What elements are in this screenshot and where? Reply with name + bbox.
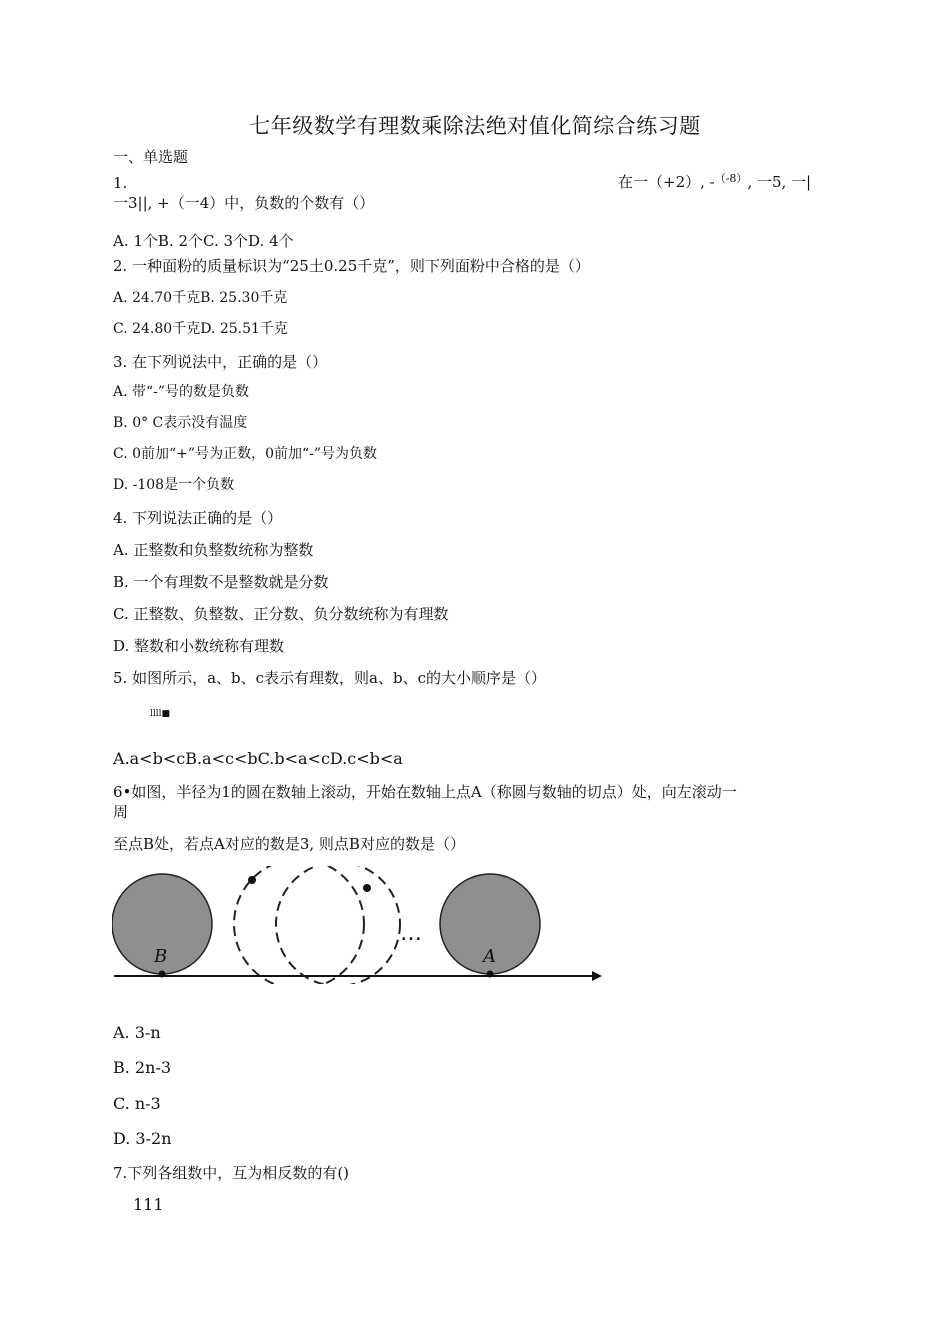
q6-option-d: D. 3-2n <box>113 1129 172 1148</box>
q3-option-a: A. 带“-”号的数是负数 <box>113 384 250 400</box>
q6-stem-line1: 6•如图，半径为1的圆在数轴上滚动，开始在数轴上点A（称圆与数轴的切点）处，向左滚动一 <box>113 783 737 801</box>
q2-options-2: C. 24.80千克D. 25.51千克 <box>113 321 288 337</box>
q4-option-a: A. 正整数和负整数统称为整数 <box>113 541 314 559</box>
q1-stem-line2: 一3||, +（一4）中，负数的个数有（） <box>113 194 375 212</box>
q1-options: A. 1个B. 2个C. 3个D. 4个 <box>113 232 294 250</box>
q1-stem-right <box>618 172 811 191</box>
q5-stem: 5. 如图所示，a、b、c表示有理数，则a、b、c的大小顺序是（） <box>113 669 546 687</box>
q3-option-b: B. 0° C表示没有温度 <box>113 415 248 431</box>
axis-arrow-icon <box>592 971 602 981</box>
q5-options: A.a<b<cB.a<c<bC.b<a<cD.c<b<a <box>113 749 403 768</box>
q6-option-b: B. 2n-3 <box>113 1058 171 1077</box>
q1-stem-right-a: 在一（+2）, - <box>618 173 715 191</box>
q6-option-a: A. 3-n <box>113 1023 161 1042</box>
page-title: 七年级数学有理数乘除法绝对值化简综合练习题 <box>249 114 701 138</box>
q1-stem-right-b: , 一5, 一| <box>747 173 812 191</box>
marker-dot-left <box>248 876 256 884</box>
q6-stem-line2: 至点B处，若点A对应的数是3, 则点B对应的数是（） <box>113 835 465 853</box>
q3-stem: 3. 在下列说法中，正确的是（） <box>113 353 328 371</box>
dashed-circle-right <box>276 866 400 984</box>
q4-option-d: D. 整数和小数统称有理数 <box>113 637 285 655</box>
q4-option-b: B. 一个有理数不是整数就是分数 <box>113 573 329 591</box>
q4-option-c: C. 正整数、负整数、正分数、负分数统称为有理数 <box>113 605 449 623</box>
point-b-dot <box>159 971 166 978</box>
label-a: A <box>483 946 496 967</box>
section-heading: 一、单选题 <box>113 148 189 166</box>
q5-number-line-figure: llll■ <box>150 709 171 719</box>
q3-option-c: C. 0前加“+”号为正数，0前加“-”号为负数 <box>113 446 378 462</box>
q7-stem: 7.下列各组数中，互为相反数的有() <box>113 1164 350 1182</box>
point-a-dot <box>487 971 494 978</box>
marker-dot-right <box>363 884 371 892</box>
q1-number: 1. <box>113 174 128 192</box>
q2-options-1: A. 24.70千克B. 25.30千克 <box>113 290 288 306</box>
q6-stem-line1-wrap: 周 <box>113 803 129 821</box>
rolling-circle-figure <box>112 866 602 984</box>
q7-fraction-numerators: 111 <box>133 1195 164 1214</box>
label-b: B <box>154 946 168 967</box>
q3-option-d: D. -108是一个负数 <box>113 477 235 493</box>
ellipsis-dots: … <box>400 921 422 946</box>
q2-stem: 2. 一种面粉的质量标识为“25土0.25千克”，则下列面粉中合格的是（） <box>113 257 590 275</box>
q6-option-c: C. n-3 <box>113 1094 161 1113</box>
q4-stem: 4. 下列说法正确的是（） <box>113 509 283 527</box>
q1-stem-sup: （-8） <box>714 172 748 185</box>
